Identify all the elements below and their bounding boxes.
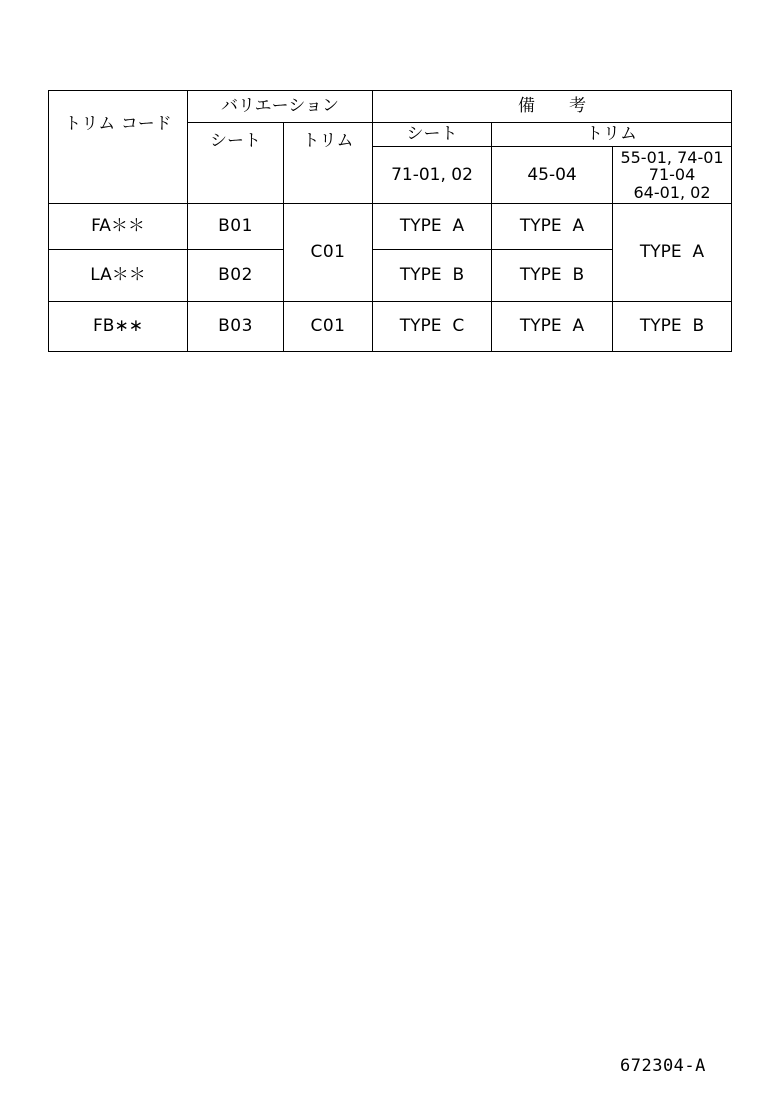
row-remarks-trim-1: TYPE A [492, 204, 613, 250]
header-remarks: 備 考 [373, 91, 732, 123]
header-variation-trim: トリム [284, 123, 373, 204]
header-variation-seat: シート [188, 123, 284, 204]
row-variation-seat: B01 [188, 204, 284, 250]
row-trim-code: FB∗∗ [49, 302, 188, 352]
remarks-trim-code-2-line: 64-01, 02 [633, 182, 711, 202]
table-row [49, 204, 732, 250]
row-remarks-seat: TYPE C [373, 302, 492, 352]
header-remarks-seat: シート [373, 123, 492, 147]
row-remarks-trim-2: TYPE A [613, 204, 732, 302]
row-trim-code: FA＊＊ [49, 204, 188, 250]
header-trim-code: トリム コード [49, 91, 188, 204]
row-remarks-seat: TYPE B [373, 250, 492, 302]
trim-variation-table [48, 90, 732, 352]
row-remarks-trim-2: TYPE B [613, 302, 732, 352]
row-variation-seat: B03 [188, 302, 284, 352]
row-remarks-trim-1: TYPE A [492, 302, 613, 352]
drawing-number: 672304-A [620, 1056, 706, 1076]
header-variation: バリエーション [188, 91, 373, 123]
remarks-trim-code-2-line: 71-04 [648, 165, 696, 185]
header-remarks-trim: トリム [492, 123, 732, 147]
remarks-trim-code-1: 45-04 [492, 147, 613, 204]
table-row [49, 302, 732, 352]
remarks-trim-code-2-line: 55-01, 74-01 [620, 147, 724, 167]
remarks-seat-code: 71-01, 02 [373, 147, 492, 204]
row-trim-code: LA＊＊ [49, 250, 188, 302]
row-variation-seat: B02 [188, 250, 284, 302]
row-variation-trim: C01 [284, 204, 373, 302]
row-variation-trim: C01 [284, 302, 373, 352]
row-remarks-seat: TYPE A [373, 204, 492, 250]
row-remarks-trim-1: TYPE B [492, 250, 613, 302]
remarks-trim-code-2 [613, 147, 732, 204]
